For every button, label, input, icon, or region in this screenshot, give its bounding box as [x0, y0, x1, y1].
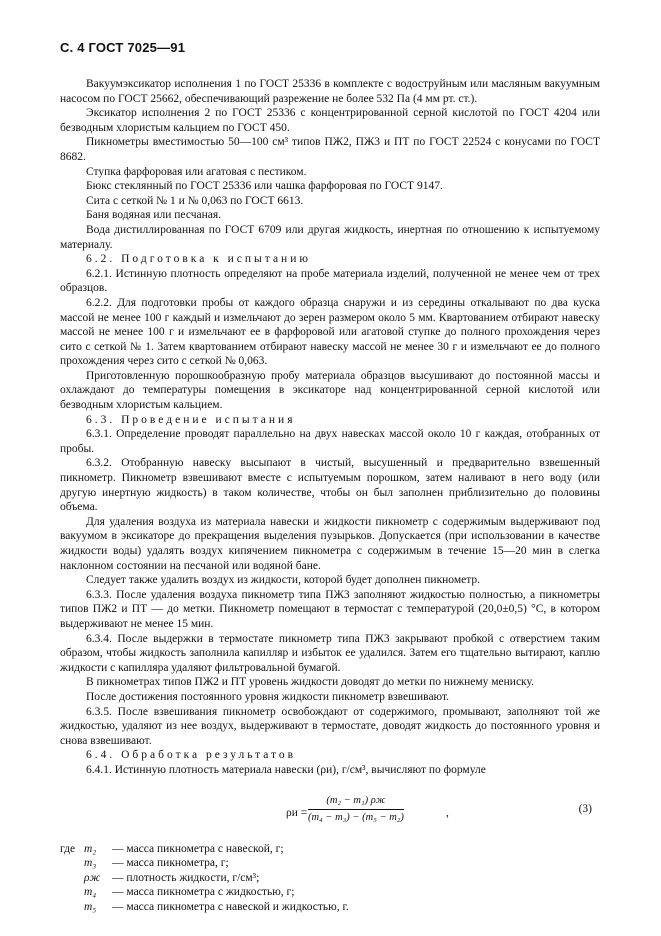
paragraph: 6.3.2. Отобранную навеску высыпают в чистый, высушенный и предварительно взвешенный пикнометр. Пикнометр взвешивают вместе с испытуемым порошком, затем наливают в него воду (или другую инертную жидкость) в таком количестве, чтобы он был заполнен приблизительно до половины объема.: [60, 457, 600, 514]
page-header: С. 4 ГОСТ 7025—91: [60, 40, 186, 55]
legend-row: [60, 856, 600, 871]
formula-fraction: [308, 794, 404, 826]
paragraph: Следует также удалить воздух из жидкости, которой будет дополнен пикнометр.: [86, 574, 481, 587]
paragraph: Ступка фарфоровая или агатовая с пестиком.: [86, 165, 307, 178]
paragraph: Баня водяная или песчаная.: [86, 209, 222, 222]
section-heading: 6.4. Обработка результатов: [86, 749, 297, 762]
legend-lead: [60, 871, 84, 886]
formula-legend: [60, 842, 600, 915]
legend-symbol: m₄: [84, 886, 97, 899]
paragraph: Сита с сеткой № 1 и № 0,063 по ГОСТ 6613.: [86, 194, 304, 207]
paragraphs: [60, 77, 600, 778]
paragraph: Пикнометры вместимостью 50—100 см³ типов ПЖ2, ПЖ3 и ПТ по ГОСТ 22524 с конусами по ГОСТ 8682.: [60, 136, 600, 163]
paragraph: Вакуумэксикатор исполнения 1 по ГОСТ 25336 в комплекте с водоструйным или масляным вакуумным насосом по ГОСТ 25662, обеспечивающий разрежение не более 532 Па (4 мм рт. ст.).: [60, 78, 600, 105]
formula-denominator: (m₄ − m₃) − (m₅ − m₂): [308, 812, 404, 824]
legend-description: — масса пикнометра с жидкостью, г;: [112, 886, 295, 899]
legend-description: — масса пикнометра с навеской и жидкостью, г.: [112, 900, 349, 913]
paragraph: 6.3.4. После выдержки в термостате пикнометр типа ПЖ3 закрывают пробкой с отверстием таким образом, чтобы жидкость заполнила капилляр и избыток ее удалился. Затем его тщательно вытирают, каплю жидкости с капилляра удаляют фильтровальной бумагой.: [60, 632, 600, 674]
paragraph: 6.3.1. Определение проводят параллельно на двух навесках массой около 10 г каждая, отобранных от пробы.: [60, 428, 600, 455]
paragraph: Для удаления воздуха из материала навески и жидкости пикнометр с содержимым выдерживают под вакуумом в эксикаторе до прекращения выделения пузырьков. Допускается (при использовании в качестве жидкости воды) удалять воздух кипячением пикнометра с содержимым в течение 15—20 мин в слегка наклонном состоянии на песчаной или водяной бане.: [60, 515, 600, 572]
legend-lead: где: [60, 842, 76, 855]
paragraph: Бюкс стеклянный по ГОСТ 25336 или чашка фарфоровая по ГОСТ 9147.: [86, 180, 443, 193]
legend-lead: [60, 856, 84, 871]
paragraph: 6.2.2. Для подготовки пробы от каждого образца снаружи и из середины откалывают по два куска массой не менее 100 г каждый и измельчают до зерен размером около 5 мм. Квартованием отбирают навеску массой не менее 100 г и измельчают ее в фарфоровой или агатовой ступке до полного прохождения через сито с сеткой № 1. Затем квартованием отбирают навеску массой не менее 30 г и измельчают ее до полного прохождения через сито с сеткой № 0,063.: [60, 296, 600, 368]
legend-description: — масса пикнометра, г;: [112, 857, 229, 870]
legend-symbol: m₅: [84, 900, 97, 913]
section-heading: 6.3. Проведение испытания: [86, 413, 296, 426]
document-body: [60, 77, 600, 914]
legend-lead: [60, 900, 84, 915]
formula-number: (3): [578, 802, 592, 815]
paragraph: В пикнометрах типов ПЖ2 и ПТ уровень жидкости доводят до метки по нижнему мениску.: [86, 676, 534, 689]
formula-3: [60, 786, 600, 840]
legend-symbol: ρж: [84, 871, 101, 884]
legend-lead: [60, 885, 84, 900]
legend-row: [60, 842, 600, 857]
legend-row: [60, 900, 600, 915]
paragraph: 6.4.1. Истинную плотность материала навески (ρи), г/см³, вычисляют по формуле: [86, 763, 486, 776]
paragraph: 6.3.5. После взвешивания пикнометр освобождают от содержимого, промывают, заполняют той же жидкостью, удаляют из нее воздух, выдерживают в термостате, доводят жидкость до постоянного уровня и снова взвешивают.: [60, 705, 600, 747]
formula-comma: ,: [446, 806, 449, 819]
paragraph: После достижения постоянного уровня жидкости пикнометр взвешивают.: [86, 690, 450, 703]
paragraph: Приготовленную порошкообразную пробу материала образцов высушивают до постоянной массы и охлаждают до температуры помещения в эксикаторе над концентрированной серной кислотой или безводным хлористым кальцием.: [60, 369, 600, 412]
legend-description: — плотность жидкости, г/см³;: [112, 871, 260, 884]
section-heading: 6.2. Подготовка к испытанию: [86, 253, 311, 266]
paragraph: 6.3.3. После удаления воздуха пикнометр типа ПЖ3 заполняют жидкостью полностью, а пикнометры типов ПЖ2 и ПТ — до метки. Пикнометр помещают в термостат с температурой (20,0±0,5) °С, в котором выдерживают не менее 15 мин.: [60, 588, 600, 630]
paragraph: Вода дистиллированная по ГОСТ 6709 или другая жидкость, инертная по отношению к испытуемому материалу.: [60, 223, 600, 251]
legend-symbol: m₃: [84, 857, 97, 870]
paragraph: 6.2.1. Истинную плотность определяют на пробе материала изделий, полученной не менее чем от трех образцов.: [60, 267, 600, 295]
legend-description: — масса пикнометра с навеской, г;: [112, 842, 284, 855]
legend-symbol: m₂: [84, 842, 97, 855]
formula-numerator: (m₂ − m₁) ρж: [308, 794, 404, 811]
legend-row: [60, 885, 600, 900]
legend-row: [60, 871, 600, 886]
paragraph: Эксикатор исполнения 2 по ГОСТ 25336 с концентрированной серной кислотой по ГОСТ 4204 или безводным хлористым кальцием по ГОСТ 450.: [60, 107, 600, 134]
formula-lhs: ρи =: [286, 806, 308, 819]
